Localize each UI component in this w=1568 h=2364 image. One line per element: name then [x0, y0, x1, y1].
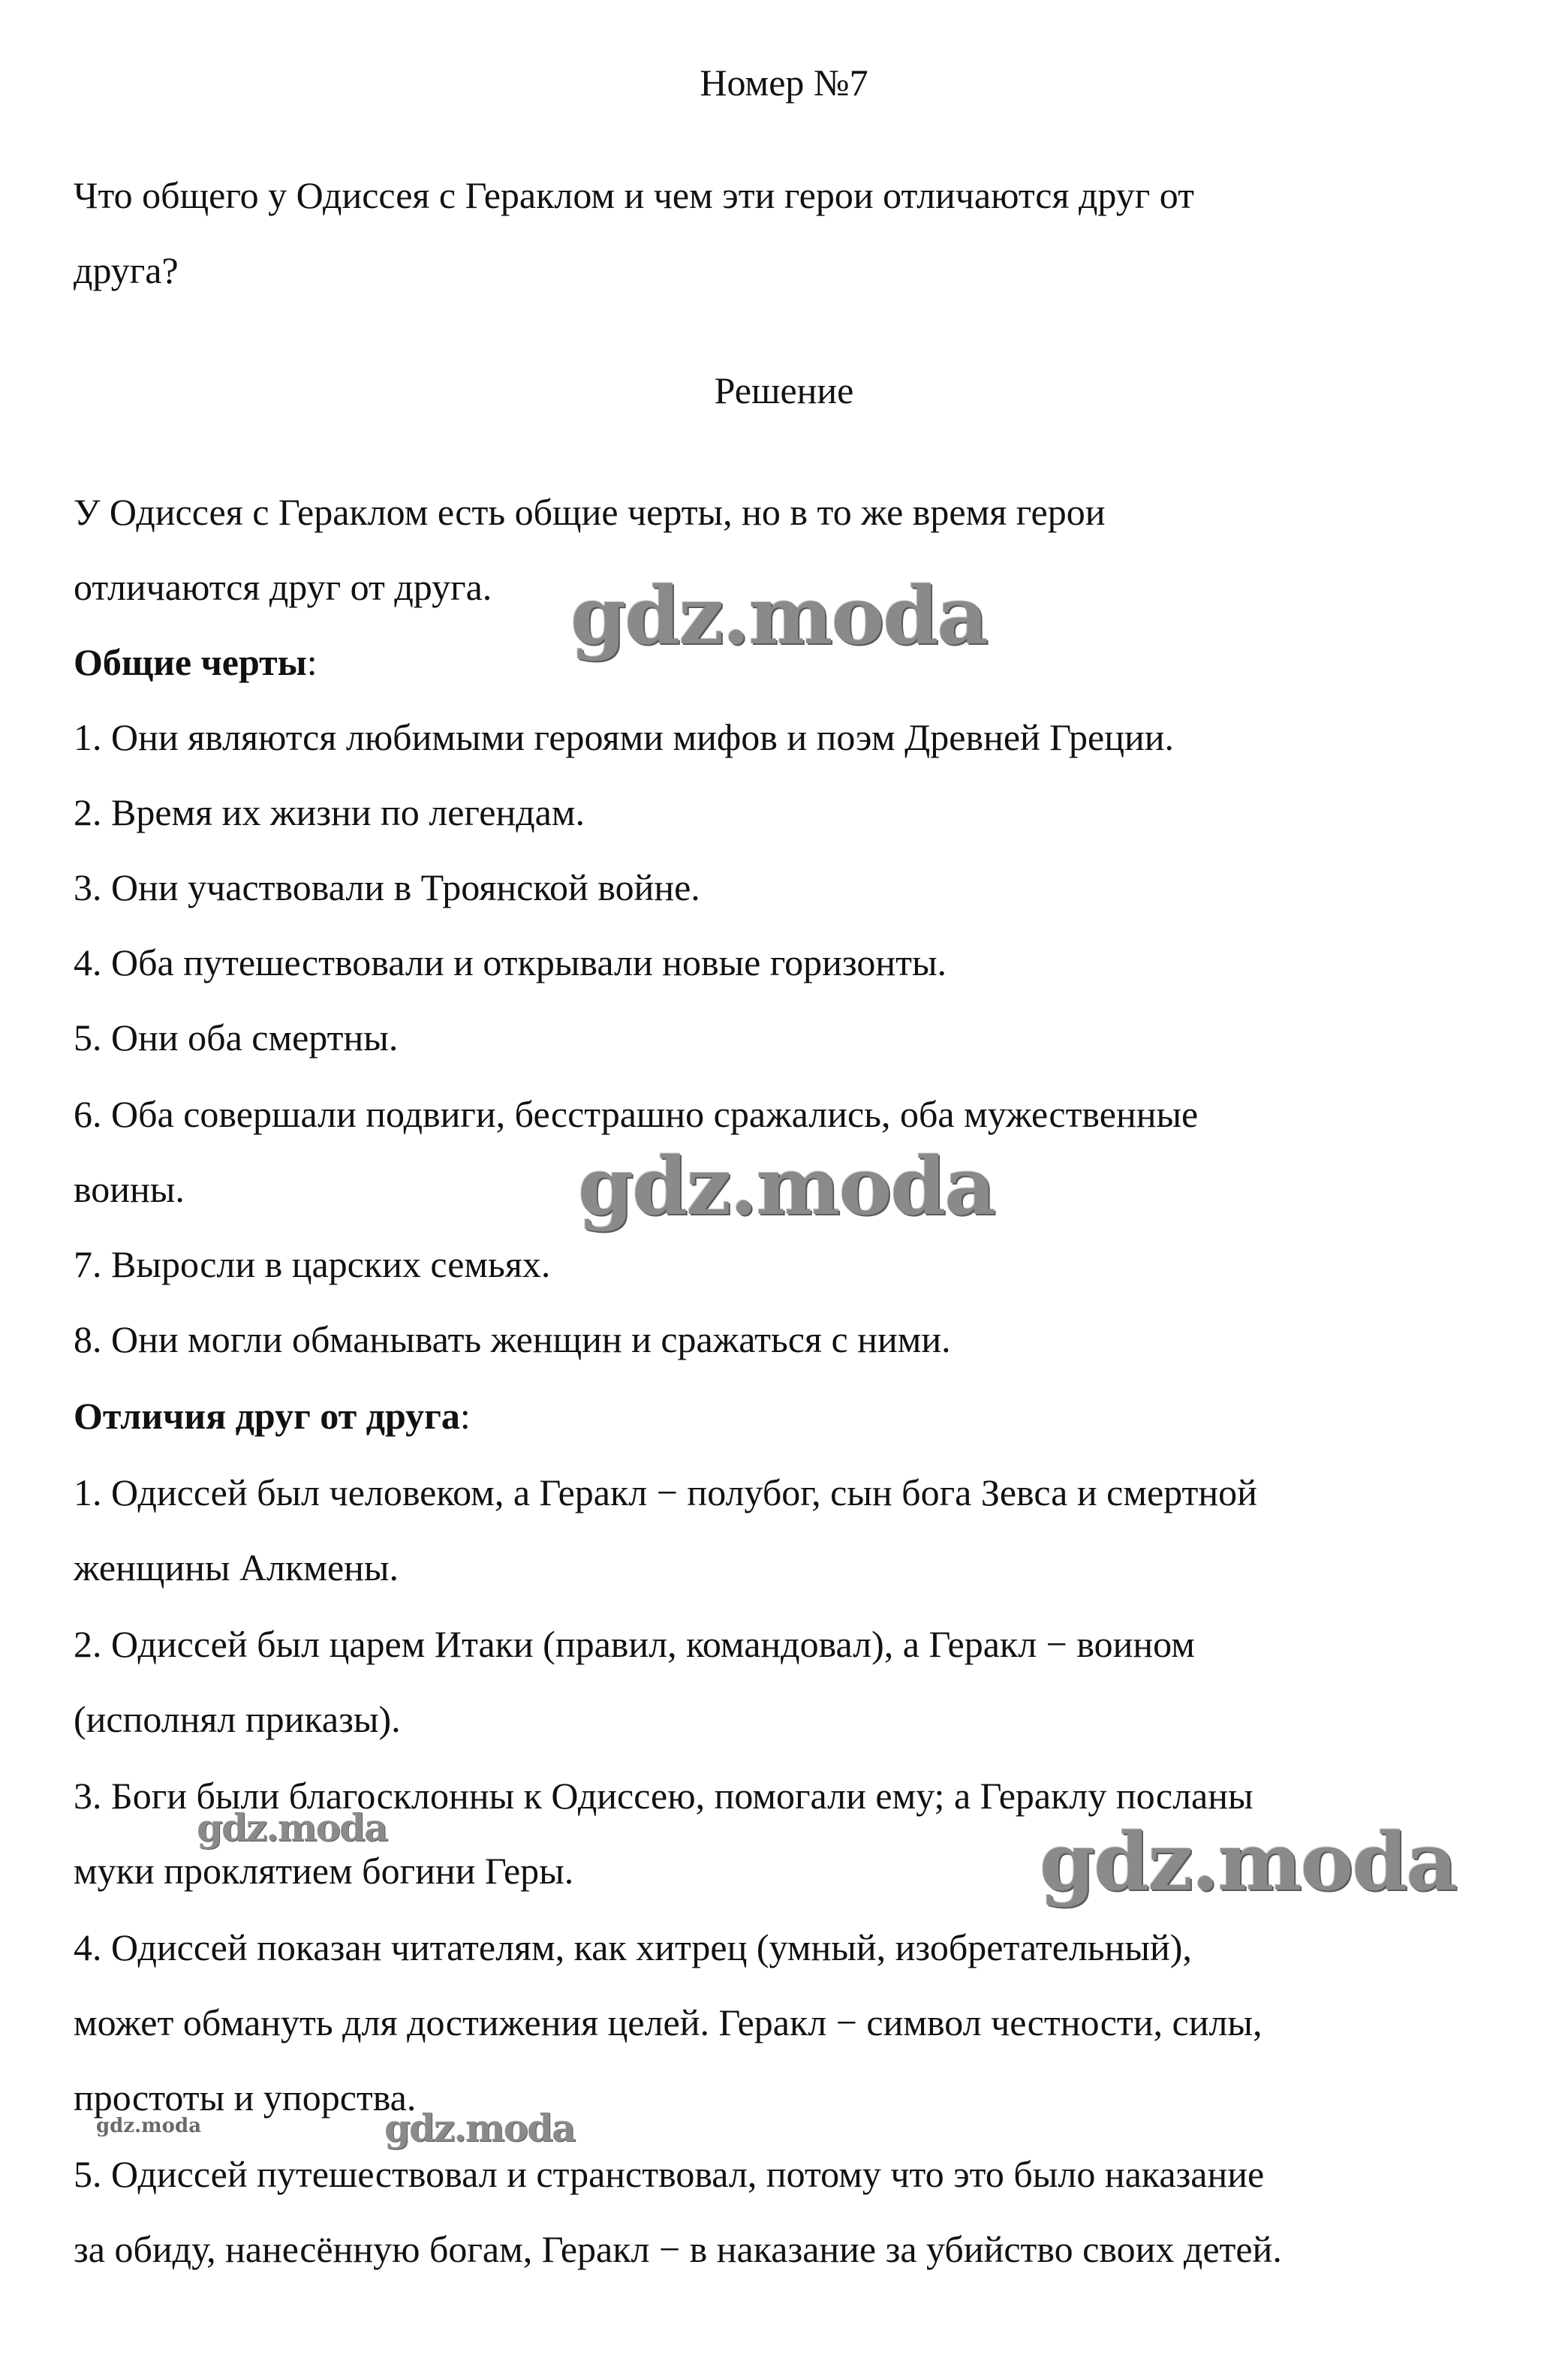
- difference-line-10: 5. Одиссей путешествовал и странствовал, потому что это было наказание: [74, 2153, 1265, 2195]
- difference-line-8: может обмануть для достижения целей. Геракл − символ честности, силы,: [74, 2001, 1263, 2043]
- watermark-4: gdz.moda: [1040, 1814, 1456, 1908]
- differences-title: Отличия друг от друга: [74, 1395, 460, 1437]
- common-item-1: 1. Они являются любимыми героями мифов и поэм Древней Греции.: [74, 716, 1175, 758]
- solution-title: Решение: [714, 369, 854, 411]
- difference-line-3: 2. Одиссей был царем Итаки (правил, командовал), а Геракл − воином: [74, 1623, 1195, 1665]
- watermark-2: gdz.moda: [578, 1139, 995, 1233]
- question-line-2: друга?: [74, 249, 179, 291]
- common-colon: :: [306, 641, 318, 683]
- common-item-6-cont: воины.: [74, 1168, 185, 1210]
- common-item-8: 8. Они могли обманывать женщин и сражаться с ними.: [74, 1318, 951, 1360]
- differences-heading: [74, 1393, 471, 1438]
- common-item-5: 5. Они оба смертны.: [74, 1016, 399, 1059]
- watermark-5: gdz.moda: [96, 2115, 202, 2137]
- common-title: Общие черты: [74, 641, 307, 683]
- difference-line-2: женщины Алкмены.: [74, 1546, 399, 1589]
- common-item-6: 6. Оба совершали подвиги, бесстрашно сражались, оба мужественные: [74, 1093, 1199, 1135]
- common-heading: [74, 640, 318, 685]
- difference-line-4: (исполнял приказы).: [74, 1698, 401, 1740]
- difference-line-5: 3. Боги были благосклонны к Одиссею, помогали ему; а Гераклу посланы: [74, 1775, 1253, 1817]
- common-item-2: 2. Время их жизни по легендам.: [74, 791, 585, 833]
- difference-line-7: 4. Одиссей показан читателям, как хитрец (умный, изобретательный),: [74, 1926, 1192, 1968]
- difference-line-11: за обиду, нанесённую богам, Геракл − в наказание за убийство своих детей.: [74, 2228, 1282, 2270]
- difference-line-9: простоты и упорства.: [74, 2076, 417, 2119]
- page-heading: Номер №7: [700, 62, 868, 104]
- watermark-6: gdz.moda: [384, 2106, 575, 2150]
- difference-line-6: муки проклятием богини Геры.: [74, 1850, 574, 1892]
- common-item-7: 7. Выросли в царских семьях.: [74, 1243, 551, 1285]
- intro-line-1: У Одиссея с Гераклом есть общие черты, но в то же время герои: [74, 491, 1106, 533]
- watermark-1: gdz.moda: [570, 568, 987, 662]
- question-line-1: Что общего у Одиссея с Гераклом и чем эти герои отличаются друг от: [74, 174, 1194, 216]
- common-item-3: 3. Они участвовали в Троянской войне.: [74, 866, 700, 908]
- intro-line-2: отличаются друг от друга.: [74, 566, 492, 608]
- watermark-3: gdz.moda: [197, 1805, 387, 1850]
- common-item-4: 4. Оба путешествовали и открывали новые горизонты.: [74, 941, 947, 983]
- differences-colon: :: [459, 1395, 471, 1437]
- difference-line-1: 1. Одиссей был человеком, а Геракл − полубог, сын бога Зевса и смертной: [74, 1471, 1257, 1513]
